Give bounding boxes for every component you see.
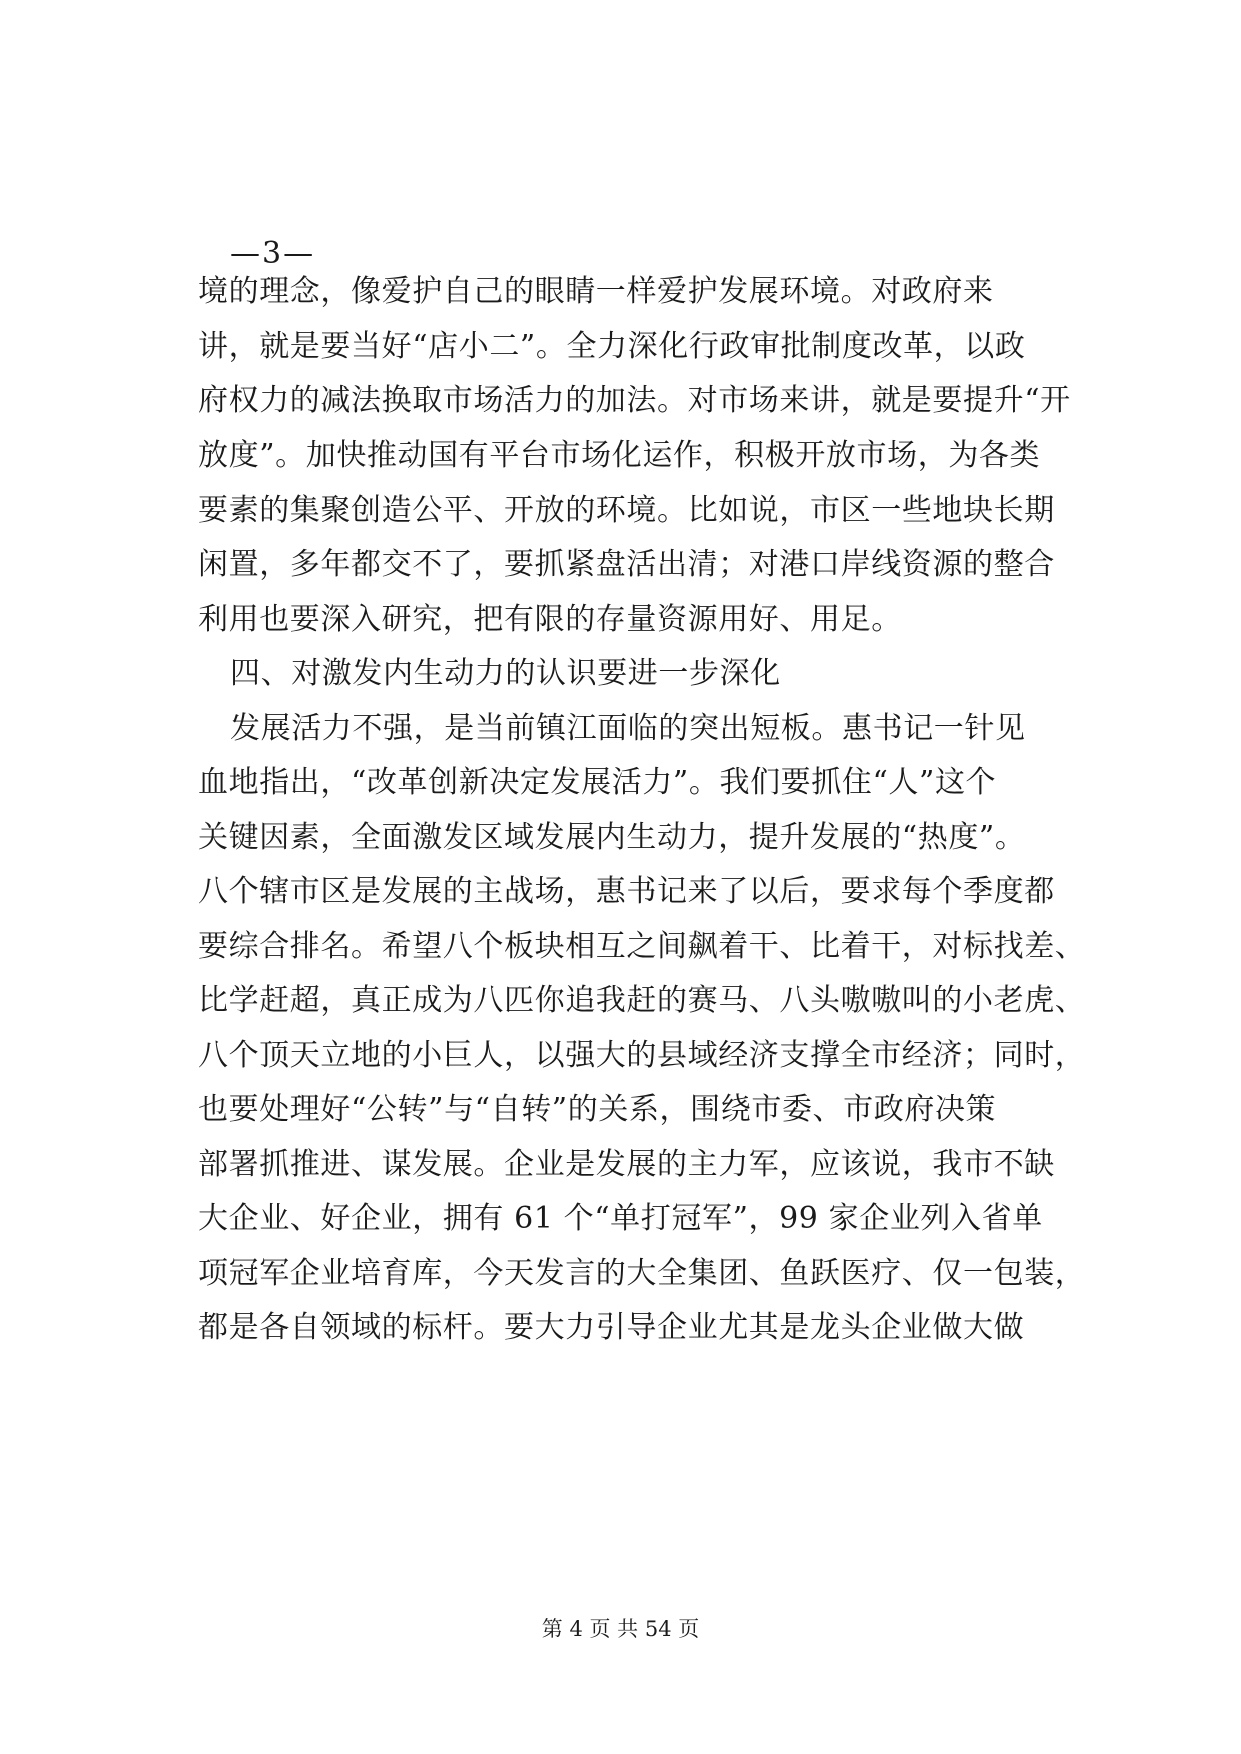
body-line: 关键因素，全面激发区域发展内生动力，提升发展的“热度”。 [198,820,1026,855]
body-line: 闲置，多年都交不了，要抓紧盘活出清；对港口岸线资源的整合 [198,547,1055,582]
body-line: 血地指出，“改革创新决定发展活力”。我们要抓住“人”这个 [198,765,997,800]
body-line: 八个辖市区是发展的主战场，惠书记来了以后，要求每个季度都 [198,874,1055,909]
body-line: 讲，就是要当好“店小二”。全力深化行政审批制度改革，以政 [198,329,1026,364]
body-line: 要综合排名。希望八个板块相互之间飙着干、比着干，对标找差、 [198,929,1086,964]
body-line: 八个顶天立地的小巨人，以强大的县域经济支撑全市经济；同时， [198,1038,1086,1073]
body-line: 府权力的减法换取市场活力的加法。对市场来讲，就是要提升“开 [198,383,1071,418]
body-line: 比学赶超，真正成为八匹你追我赶的赛马、八头嗷嗷叫的小老虎、 [198,983,1086,1018]
body-line: 项冠军企业培育库，今天发言的大全集团、鱼跃医疗、仅一包装， [198,1256,1086,1291]
body-line: 部署抓推进、谋发展。企业是发展的主力军，应该说，我市不缺 [198,1147,1055,1182]
body-line: 放度”。加快推动国有平台市场化运作，积极开放市场，为各类 [198,438,1041,473]
body-line: 发展活力不强，是当前镇江面临的突出短板。惠书记一针见 [230,711,1026,746]
body-line: 都是各自领域的标杆。要大力引导企业尤其是龙头企业做大做 [198,1310,1025,1345]
page-marker: —3— [230,236,316,271]
body-line: 要素的集聚创造公平、开放的环境。比如说，市区一些地块长期 [198,493,1055,528]
section-heading: 四、对激发内生动力的认识要进一步深化 [230,656,781,691]
body-line: 利用也要深入研究，把有限的存量资源用好、用足。 [198,602,902,637]
body-line: 境的理念，像爱护自己的眼睛一样爱护发展环境。对政府来 [198,274,994,309]
body-line: 大企业、好企业，拥有 61 个“单打冠军”，99 家企业列入省单 [198,1201,1043,1236]
body-line: 也要处理好“公转”与“自转”的关系，围绕市委、市政府决策 [198,1092,997,1127]
page-footer-pagination: 第 4 页 共 54 页 [541,1617,700,1641]
